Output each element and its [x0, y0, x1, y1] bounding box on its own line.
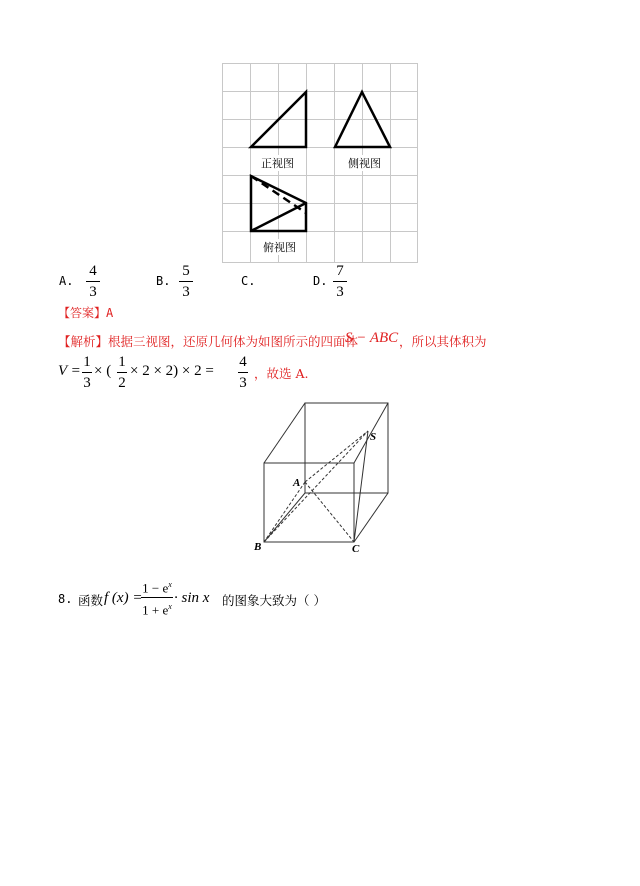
analysis-text-2: ，所以其体积为: [399, 334, 487, 349]
analysis-text-1: 根据三视图，还原几何体为如图所示的四面体: [108, 334, 359, 349]
fraction-bar: [86, 281, 100, 282]
option-c-letter: C.: [241, 274, 256, 288]
option-b-fraction: [179, 263, 193, 300]
option-a-numerator: 4: [89, 263, 97, 279]
vertex-s-label: S: [370, 431, 377, 443]
vertex-a-label: A: [293, 477, 301, 489]
vertex-c-label: C: [352, 543, 360, 555]
fraction-bar: [117, 372, 127, 373]
formula-f2-denominator: 2: [118, 375, 126, 391]
analysis-line: [58, 332, 358, 350]
option-b-denominator: 3: [182, 284, 190, 300]
formula-f1-numerator: 1: [83, 354, 91, 370]
solid-name: S − ABC: [345, 330, 399, 346]
formula-fraction-2: [117, 354, 127, 391]
top-view-label: 俯视图: [263, 241, 296, 254]
fraction-bar: [333, 281, 347, 282]
formula-f2-numerator: 1: [118, 354, 126, 370]
formula-tail: ，故选 A.: [254, 366, 309, 381]
fraction-bar: [141, 597, 173, 598]
option-b-letter: B.: [156, 274, 171, 288]
denominator-text: 1 + e: [142, 602, 169, 618]
formula-f3-denominator: 3: [239, 375, 247, 391]
answer-tag: 【答案】: [58, 306, 107, 320]
formula-lhs: V =: [58, 363, 81, 379]
question-8-after: · sin x: [174, 590, 210, 606]
option-b-numerator: 5: [182, 263, 190, 279]
option-d-letter: D.: [313, 274, 328, 288]
option-d-numerator: 7: [336, 263, 344, 279]
formula-f1-denominator: 3: [83, 375, 91, 391]
front-view-label: 正视图: [261, 157, 294, 170]
tetrahedron-in-box-diagram: [250, 395, 420, 565]
option-d-denominator: 3: [336, 284, 344, 300]
answer-line: [58, 304, 113, 321]
vertex-b-label: B: [254, 541, 262, 553]
formula-fraction-1: [82, 354, 92, 391]
side-view-label: 侧视图: [348, 157, 381, 170]
formula-fraction-3: [238, 354, 248, 391]
fraction-bar: [238, 372, 248, 373]
question-8-suffix: 的图象大致为（ ）: [222, 593, 326, 608]
option-d-fraction: [333, 263, 347, 300]
analysis-tag: 【解析】: [58, 334, 109, 349]
option-a-denominator: 3: [89, 284, 97, 300]
formula-f3-numerator: 4: [239, 354, 247, 370]
numerator-exponent: x: [168, 580, 172, 589]
answer-value: A: [106, 306, 114, 320]
denominator-exponent: x: [168, 602, 172, 612]
formula-times-1: × (: [94, 363, 112, 379]
question-8-number: 8.: [58, 592, 73, 606]
option-a-letter: A.: [59, 274, 74, 288]
question-8-func: f (x) =: [104, 590, 143, 606]
question-8-prefix: 函数: [78, 593, 104, 608]
three-view-grid: [222, 63, 418, 263]
formula-times-2: × 2 × 2) × 2 =: [130, 363, 214, 379]
option-a-fraction: [86, 263, 100, 300]
fraction-bar: [82, 372, 92, 373]
numerator-text: 1 − e: [142, 580, 169, 596]
question-8-denominator: [141, 600, 173, 617]
three-view-figure: [222, 63, 418, 263]
question-8-numerator: [141, 578, 173, 595]
fraction-bar: [179, 281, 193, 282]
question-8-fraction: [141, 578, 173, 618]
